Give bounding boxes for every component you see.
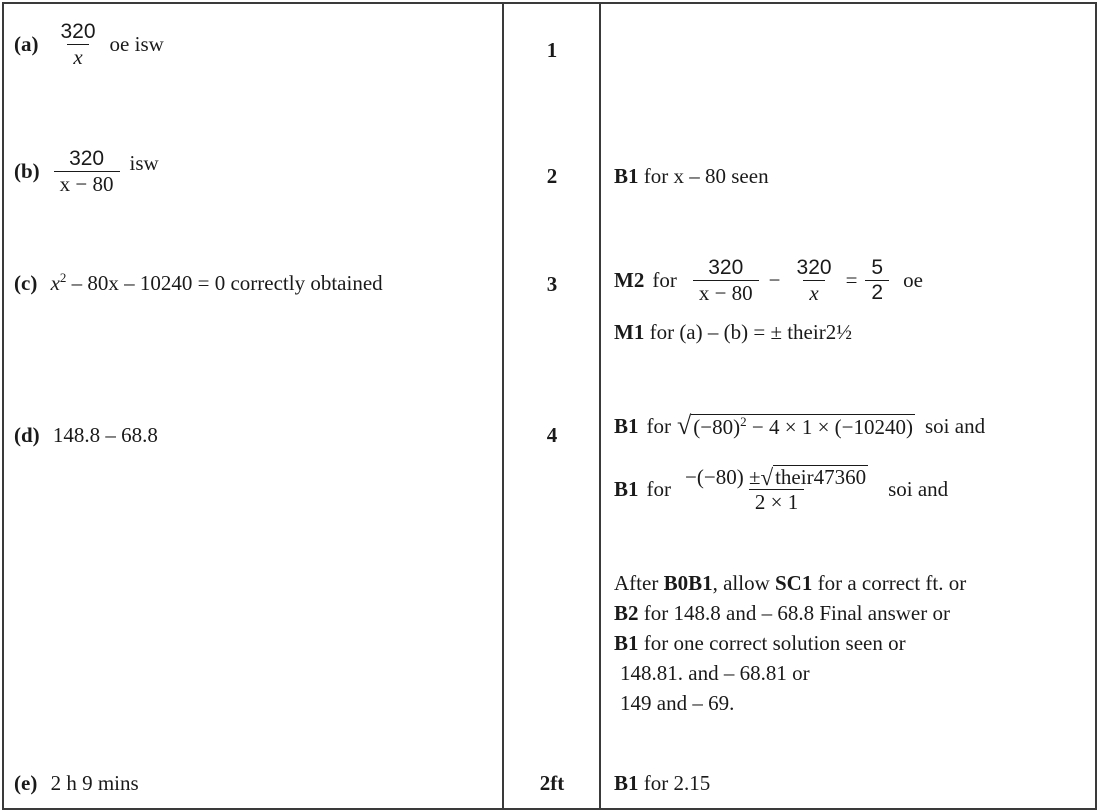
row-d-b1a-tail: soi and bbox=[925, 413, 986, 438]
row-b-denominator: x − 80 bbox=[54, 171, 120, 196]
row-a-mark: 1 bbox=[546, 38, 558, 62]
row-d-answer-text: 148.8 – 68.8 bbox=[52, 423, 158, 447]
row-d-label: (d) bbox=[14, 423, 40, 447]
row-c-frac1-den: x − 80 bbox=[693, 280, 759, 305]
row-d-sqrt-expression bbox=[677, 413, 915, 439]
row-d-after-text3: for a correct ft. or bbox=[812, 571, 967, 595]
table-border-bottom bbox=[2, 808, 1097, 810]
row-c-answer-equation: – 80x – 10240 = 0 correctly obtained bbox=[66, 271, 383, 295]
row-d-answer bbox=[14, 423, 158, 448]
row-c-guidance-m1 bbox=[614, 320, 852, 345]
row-a-fraction bbox=[55, 20, 102, 69]
row-c-minus: − bbox=[768, 268, 781, 293]
row-e-guidance bbox=[614, 771, 710, 796]
row-c-m2-code: M2 bbox=[614, 268, 645, 293]
column-divider-marks bbox=[599, 2, 601, 810]
row-d-alt2: 149 and – 69. bbox=[620, 691, 735, 715]
row-b-fraction bbox=[54, 147, 120, 196]
row-d-after-code1: B0B1 bbox=[663, 571, 713, 595]
row-c-answer-exponent: 2 bbox=[59, 270, 67, 285]
row-c-label: (c) bbox=[14, 271, 38, 295]
row-d-b2-code: B2 bbox=[614, 601, 639, 625]
row-b-guidance bbox=[614, 164, 769, 189]
row-d-b1a-code: B1 bbox=[614, 413, 639, 438]
row-c-frac3-den: 2 bbox=[865, 280, 889, 305]
row-d-alt1: 148.81. and – 68.81 or bbox=[620, 661, 810, 685]
row-b-answer bbox=[14, 147, 159, 196]
row-d-b1b-for: for bbox=[646, 477, 672, 502]
row-b-note-text: for x – 80 seen bbox=[643, 164, 769, 188]
row-d-mark: 4 bbox=[546, 423, 558, 447]
row-e-mark: 2ft bbox=[539, 771, 565, 795]
row-e-label: (e) bbox=[14, 771, 38, 795]
row-b-suffix: isw bbox=[129, 151, 159, 176]
row-a-denominator: x bbox=[67, 44, 88, 69]
row-d-b2-line bbox=[614, 598, 966, 628]
radical-sign-icon: √ bbox=[677, 411, 692, 440]
row-d-after-text2: , allow bbox=[712, 571, 775, 595]
row-d-b1c-line bbox=[614, 628, 966, 658]
row-c-frac2-num: 320 bbox=[796, 256, 832, 279]
row-d-quad-num-pre: −(−80) ± bbox=[685, 465, 761, 489]
row-a-label: (a) bbox=[14, 32, 39, 57]
table-border-right bbox=[1095, 2, 1097, 810]
row-a-numerator: 320 bbox=[60, 20, 96, 43]
column-divider-answer bbox=[502, 2, 504, 810]
row-e-answer bbox=[14, 771, 139, 796]
row-e-note-text: for 2.15 bbox=[643, 771, 711, 795]
row-d-quad-sqrt: their47360 bbox=[775, 465, 867, 490]
radical-sign-icon: √ bbox=[760, 465, 774, 491]
row-c-frac3-num: 5 bbox=[871, 256, 884, 279]
table-border-top bbox=[2, 2, 1097, 4]
row-d-after-text1: After bbox=[614, 571, 664, 595]
row-c-equals: = bbox=[845, 268, 858, 293]
row-b-numerator: 320 bbox=[69, 147, 105, 170]
row-d-b1b-code: B1 bbox=[614, 477, 639, 502]
row-c-guidance-m2 bbox=[614, 256, 923, 305]
row-b-note-code: B1 bbox=[614, 164, 639, 188]
row-d-after-code2: SC1 bbox=[774, 571, 813, 595]
row-c-fraction-2 bbox=[791, 256, 838, 305]
row-d-sqrt-part1: (−80) bbox=[693, 414, 741, 439]
row-d-b1c-text: for one correct solution seen or bbox=[638, 631, 906, 655]
row-b-label: (b) bbox=[14, 159, 40, 184]
row-c-m1-code: M1 bbox=[614, 320, 645, 344]
row-e-note-code: B1 bbox=[614, 771, 639, 795]
row-a-suffix: oe isw bbox=[109, 32, 164, 57]
row-d-after-line bbox=[614, 568, 966, 598]
row-d-guidance-b1-quadratic bbox=[614, 465, 948, 514]
row-c-mark: 3 bbox=[546, 272, 558, 296]
row-d-sqrt-part2: − 4 × 1 × (−10240) bbox=[746, 414, 913, 439]
row-d-b1a-for: for bbox=[646, 413, 672, 438]
row-d-b2-text: for 148.8 and – 68.8 Final answer or bbox=[638, 601, 950, 625]
row-d-guidance-b1-sqrt bbox=[614, 413, 985, 439]
table-border-left bbox=[2, 2, 4, 810]
row-a-answer bbox=[14, 20, 164, 69]
row-d-guidance-alternatives bbox=[614, 568, 966, 718]
row-c-fraction-3 bbox=[865, 256, 889, 305]
row-d-quadratic-fraction bbox=[679, 465, 874, 514]
row-c-fraction-1 bbox=[693, 256, 759, 305]
row-d-quad-den: 2 × 1 bbox=[749, 489, 804, 514]
row-c-oe: oe bbox=[903, 268, 923, 293]
row-c-m1-text: for (a) – (b) = ± their2½ bbox=[649, 320, 852, 344]
row-c-m2-for: for bbox=[652, 268, 677, 293]
row-d-sqrt-exponent: 2 bbox=[740, 413, 747, 429]
row-b-mark: 2 bbox=[546, 164, 558, 188]
row-d-b1b-tail: soi and bbox=[888, 477, 949, 502]
row-c-answer bbox=[14, 270, 383, 296]
row-c-frac2-den: x bbox=[803, 280, 824, 305]
row-c-answer-var: x bbox=[50, 271, 60, 295]
row-e-answer-text: 2 h 9 mins bbox=[50, 771, 139, 795]
row-c-frac1-num: 320 bbox=[708, 256, 744, 279]
row-d-b1c-code: B1 bbox=[614, 631, 639, 655]
